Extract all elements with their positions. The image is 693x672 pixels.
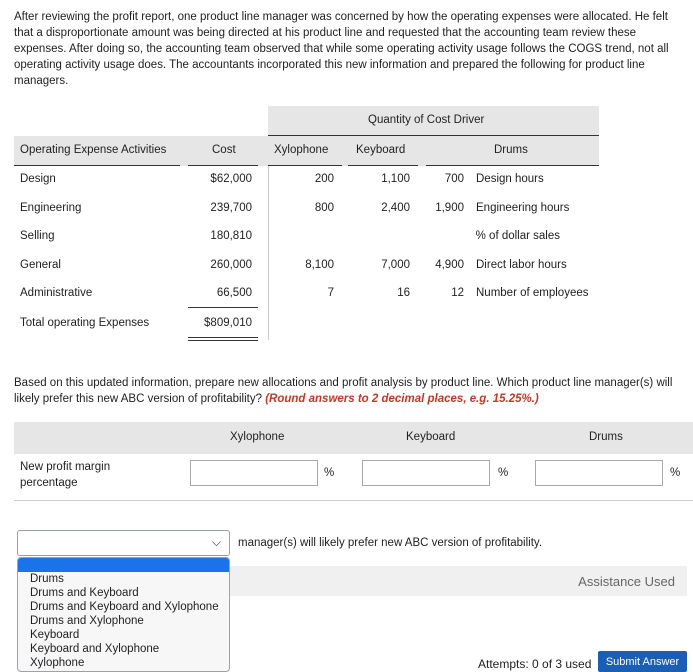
dropdown-option[interactable]: Drums and Keyboard and Xylophone <box>30 601 219 613</box>
total-cost: $809,010 <box>204 317 252 329</box>
row-xylophone: 7 <box>327 287 334 299</box>
row-driver: Number of employees <box>476 287 589 299</box>
row-activity: Selling <box>20 230 55 242</box>
row-xylophone: 200 <box>314 173 334 185</box>
row-cost: 260,000 <box>210 259 252 271</box>
row-activity: Design <box>20 173 56 185</box>
submit-answer-button[interactable]: Submit Answer <box>598 651 687 672</box>
chevron-down-icon[interactable]: ⌵ <box>211 535 221 549</box>
xylophone-margin-input[interactable] <box>190 460 318 486</box>
row-driver: % of dollar sales <box>475 230 560 242</box>
select-suffix-text: manager(s) will likely prefer new ABC version of profitability. <box>238 537 543 549</box>
row-xylophone: 800 <box>314 202 334 214</box>
row-cost: 239,700 <box>210 202 252 214</box>
column-divider <box>268 166 269 340</box>
row-drums: 1,900 <box>435 202 464 214</box>
row-activity: General <box>20 259 61 271</box>
group-header: Quantity of Cost Driver <box>368 114 485 126</box>
row-drums: 4,900 <box>435 259 464 271</box>
dropdown-option[interactable]: Keyboard and Xylophone <box>30 643 160 655</box>
header-keyboard: Keyboard <box>356 144 406 156</box>
dropdown-option[interactable]: Drums and Xylophone <box>30 615 144 627</box>
row-activity: Administrative <box>20 287 93 299</box>
header-rule <box>348 165 418 166</box>
percent-unit: % <box>670 467 681 479</box>
cost-driver-table <box>14 106 599 346</box>
header-cost: Cost <box>212 144 236 156</box>
row-cost: 66,500 <box>216 287 252 299</box>
row-drums: 700 <box>444 173 464 185</box>
answer-row-label: New profit margin percentage <box>20 461 111 489</box>
row-driver: Engineering hours <box>476 202 570 214</box>
row-keyboard: 7,000 <box>381 259 410 271</box>
row-keyboard: 1,100 <box>381 173 410 185</box>
keyboard-margin-input[interactable] <box>362 460 490 486</box>
double-rule <box>188 337 258 338</box>
row-activity: Engineering <box>20 202 82 214</box>
manager-preference-select[interactable] <box>17 530 230 556</box>
total-rule <box>188 307 258 308</box>
total-label: Total operating Expenses <box>20 317 150 329</box>
answer-table <box>14 422 693 502</box>
answer-header-drums: Drums <box>589 431 623 443</box>
group-header-rule <box>268 135 599 136</box>
percent-unit: % <box>498 467 509 479</box>
dropdown-menu <box>17 557 230 672</box>
header-rule <box>426 165 599 166</box>
dropdown-option[interactable]: Keyboard <box>30 629 80 641</box>
row-driver: Direct labor hours <box>476 259 567 271</box>
header-rule <box>188 165 258 166</box>
row-xylophone: 8,100 <box>305 259 334 271</box>
header-rule <box>14 165 180 166</box>
row-keyboard: 16 <box>397 287 410 299</box>
intro-paragraph: After reviewing the profit report, one product line manager was concerned by how the operating expenses were allocated. He felt that a disproportionate amount was being directed at his product line and requested that the accounting team review these expenses. After doing so, the accounting team observed that while some operating activity usage follows the COGS trend, not all operating activity usage does. The accountants incorporated this new information and prepared the following for product line managers. <box>14 11 669 87</box>
answer-table-rule <box>14 500 693 501</box>
row-cost: 180,810 <box>210 230 252 242</box>
assistance-used-label: Assistance Used <box>578 574 675 589</box>
dropdown-option[interactable]: Xylophone <box>30 657 85 669</box>
answer-header-xylophone: Xylophone <box>230 431 285 443</box>
header-xylophone: Xylophone <box>274 144 329 156</box>
question-prompt <box>14 375 686 407</box>
header-activity: Operating Expense Activities <box>20 144 167 156</box>
header-rule <box>268 165 342 166</box>
assistance-bar <box>230 566 687 596</box>
drums-margin-input[interactable] <box>535 460 663 486</box>
rounding-instruction: (Round answers to 2 decimal places, e.g. 15.25%.) <box>265 393 539 405</box>
row-keyboard: 2,400 <box>381 202 410 214</box>
row-drums: 12 <box>451 287 464 299</box>
dropdown-option[interactable]: Drums <box>30 573 64 585</box>
prompt-text: Based on this updated information, prepare new allocations and profit analysis by product line. Which product line manager(s) will likely prefer this new ABC version of profitability? <box>14 377 673 405</box>
dropdown-option-blank[interactable] <box>18 558 229 572</box>
dropdown-option[interactable]: Drums and Keyboard <box>30 587 139 599</box>
header-drums: Drums <box>494 144 528 156</box>
answer-header-keyboard: Keyboard <box>406 431 456 443</box>
row-driver: Design hours <box>476 173 544 185</box>
attempts-counter: Attempts: 0 of 3 used <box>478 657 592 671</box>
percent-unit: % <box>324 467 335 479</box>
row-cost: $62,000 <box>210 173 252 185</box>
double-rule <box>188 340 258 341</box>
